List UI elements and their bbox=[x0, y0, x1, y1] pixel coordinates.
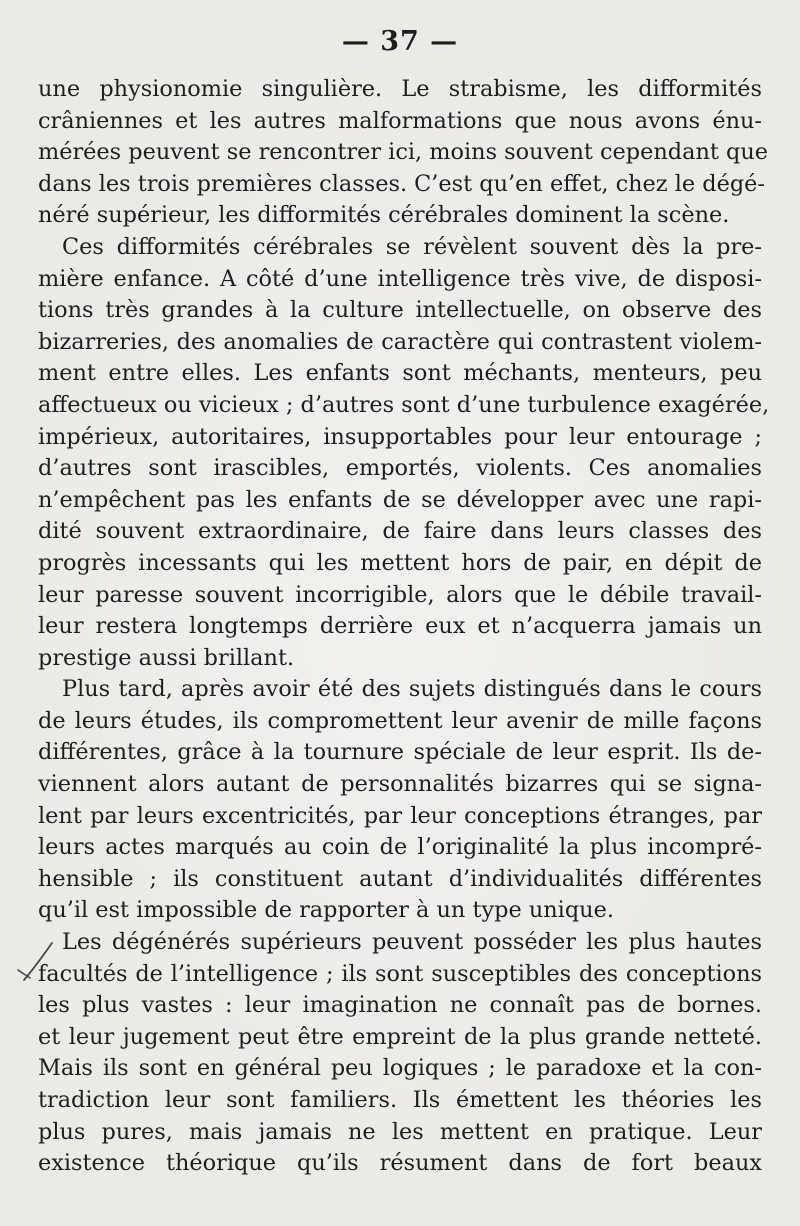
text-line: dité souvent extraordinaire, de faire dans leurs classes des bbox=[38, 518, 762, 545]
text-line: bizarreries, des anomalies de caractère qui contrastent violem- bbox=[38, 328, 762, 355]
text-line: leurs actes marqués au coin de l’originalité la plus incompré- bbox=[38, 834, 762, 861]
text-line: viennent alors autant de personnalités bizarres qui se signa- bbox=[38, 771, 762, 798]
text-line: dans les trois premières classes. C’est qu’en effet, chez le dégé- bbox=[38, 170, 765, 197]
text-line: d’autres sont irascibles, emportés, violents. Ces anomalies bbox=[38, 455, 762, 482]
text-line: prestige aussi brillant. bbox=[38, 644, 295, 671]
text-line: plus pures, mais jamais ne les mettent en pratique. Leur bbox=[38, 1118, 762, 1145]
body-text bbox=[38, 74, 770, 1180]
text-line: différentes, grâce à la tournure spéciale de leur esprit. Ils de- bbox=[38, 739, 762, 766]
text-line: et leur jugement peut être empreint de la plus grande netteté. bbox=[38, 1023, 762, 1050]
text-line: leur restera longtemps derrière eux et n’acquerra jamais un bbox=[38, 613, 762, 640]
text-line: mérées peuvent se rencontrer ici, moins souvent cependant que bbox=[38, 139, 769, 166]
text-line: tions très grandes à la culture intellectuelle, on observe des bbox=[38, 297, 762, 324]
text-line: mière enfance. A côté d’une intelligence très vive, de disposi- bbox=[38, 265, 762, 292]
text-line: Mais ils sont en général peu logiques ; le paradoxe et la con- bbox=[38, 1055, 762, 1082]
text-line: tradiction leur sont familiers. Ils émettent les théories les bbox=[38, 1087, 762, 1113]
text-line: néré supérieur, les difformités cérébrales dominent la scène. bbox=[38, 202, 730, 229]
paragraph-start-line: Les dégénérés supérieurs peuvent posséder les plus hautes bbox=[62, 929, 762, 956]
paragraph-start-line: Ces difformités cérébrales se révèlent souvent dès la pre- bbox=[62, 233, 762, 260]
text-line: crâniennes et les autres malformations que nous avons énu- bbox=[38, 107, 762, 134]
text-line: hensible ; ils constituent autant d’individualités différentes bbox=[38, 865, 762, 892]
text-line: de leurs études, ils compromettent leur avenir de mille façons bbox=[38, 707, 762, 734]
pencil-check-mark-icon bbox=[14, 940, 56, 986]
paragraph-start-line: Plus tard, après avoir été des sujets distingués dans le cours bbox=[62, 676, 762, 703]
text-line: affectueux ou vicieux ; d’autres sont d’une turbulence exagérée, bbox=[38, 391, 770, 418]
text-line: progrès incessants qui les mettent hors de pair, en dépit de bbox=[38, 549, 762, 576]
text-line: facultés de l’intelligence ; ils sont susceptibles des conceptions bbox=[38, 960, 762, 987]
text-line: impérieux, autoritaires, insupportables pour leur entourage ; bbox=[38, 423, 762, 450]
text-line: une physionomie singulière. Le strabisme, les difformités bbox=[38, 76, 762, 102]
text-line: les plus vastes : leur imagination ne connaît pas de bornes. bbox=[38, 992, 762, 1019]
text-line: qu’il est impossible de rapporter à un type unique. bbox=[38, 897, 614, 924]
text-line: n’empêchent pas les enfants de se développer avec une rapi- bbox=[38, 486, 762, 513]
page-number: — 37 — bbox=[341, 26, 459, 57]
text-line: leur paresse souvent incorrigible, alors que le débile travail- bbox=[38, 581, 762, 608]
text-line: ment entre elles. Les enfants sont méchants, menteurs, peu bbox=[38, 360, 762, 387]
text-line: lent par leurs excentricités, par leur conceptions étranges, par bbox=[38, 802, 762, 829]
text-line: existence théorique qu’ils résument dans de fort beaux bbox=[38, 1150, 762, 1177]
